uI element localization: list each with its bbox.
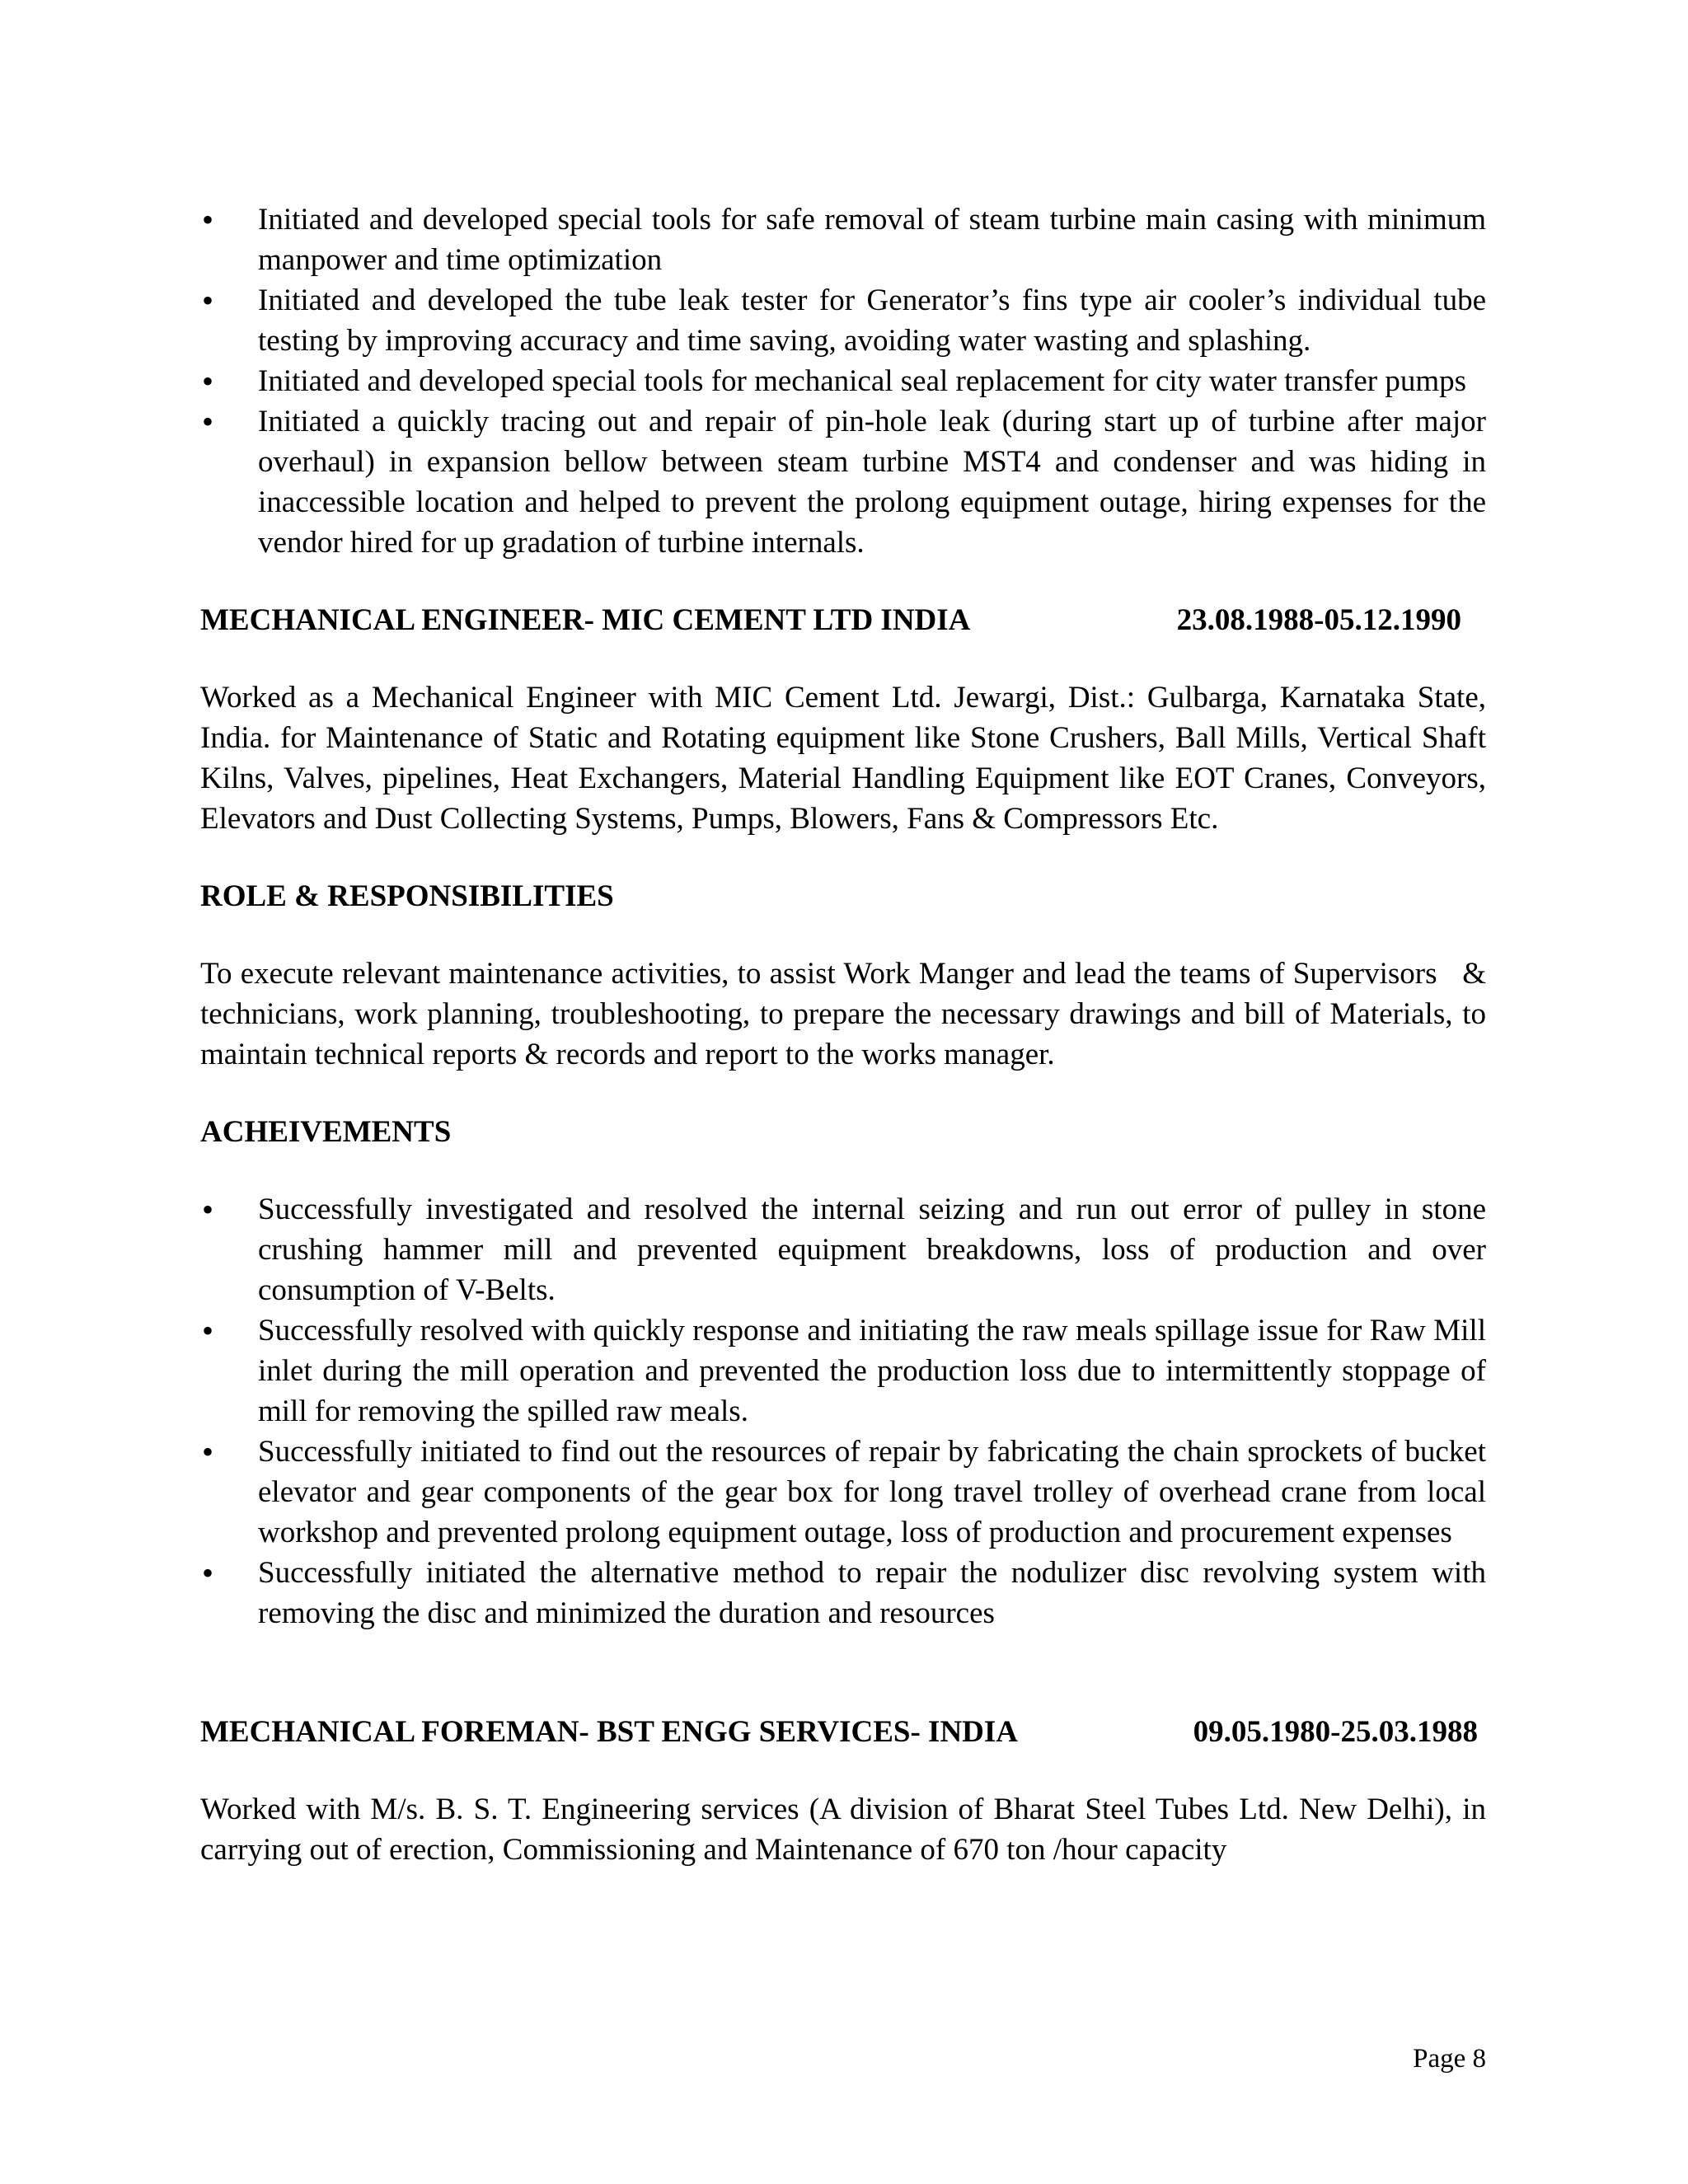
bst-job-title: MECHANICAL FOREMAN- BST ENGG SERVICES- INDIA xyxy=(200,1715,1019,1749)
list-item: • Initiated a quickly tracing out and repair of pin-hole leak (during start up of turbine after major overhaul) in expansion bellow between steam turbine MST4 and condenser and was hiding in inaccessible location and helped to prevent the prolong equipment outage, hiring expenses for the vendor hired for up gradation of turbine internals. xyxy=(200,401,1486,563)
achievements-heading-text: ACHEIVEMENTS xyxy=(200,1115,452,1149)
roles-heading-text: ROLE & RESPONSIBILITIES xyxy=(200,879,614,913)
roles-heading xyxy=(200,876,1486,916)
bst-job-dates: 09.05.1980-25.03.1988 xyxy=(1193,1715,1478,1749)
mic-job-heading xyxy=(200,600,1486,640)
page-number: Page 8 xyxy=(1413,2044,1486,2074)
mic-job-description: Worked as a Mechanical Engineer with MIC Cement Ltd. Jewargi, Dist.: Gulbarga, Karnataka State, India. for Maintenance of Static and Rotating equipment like Stone Crushers, Ball Mills, Vertical Shaft Kilns, Valves, pipelines, Heat Exchangers, Material Handling Equipment like EOT Cranes, Conveyors, Elevators and Dust Collecting Systems, Pumps, Blowers, Fans & Compressors Etc. xyxy=(200,681,1486,836)
list-item: • Successfully initiated the alternative method to repair the nodulizer disc revolving system with removing the disc and minimized the duration and resources xyxy=(200,1553,1486,1633)
list-item: • Initiated and developed the tube leak tester for Generator’s fins type air cooler’s individual tube testing by improving accuracy and time saving, avoiding water wasting and splashing. xyxy=(200,280,1486,361)
page-content xyxy=(200,199,1494,1870)
top-bullet-list xyxy=(200,199,1486,563)
achievements-heading xyxy=(200,1112,1486,1152)
mic-job-title: MECHANICAL ENGINEER- MIC CEMENT LTD INDIA xyxy=(200,603,971,637)
bst-job-heading xyxy=(200,1712,1486,1752)
list-item: • Successfully resolved with quickly response and initiating the raw meals spillage issue for Raw Mill inlet during the mill operation and prevented the production loss due to intermittently stoppage of mill for removing the spilled raw meals. xyxy=(200,1310,1486,1432)
achievements-list xyxy=(200,1189,1486,1633)
list-item: • Initiated and developed special tools for mechanical seal replacement for city water transfer pumps xyxy=(200,361,1486,401)
bst-job-description: Worked with M/s. B. S. T. Engineering services (A division of Bharat Steel Tubes Ltd. New Delhi), in carrying out of erection, Commissioning and Maintenance of 670 ton /hour capacity xyxy=(200,1793,1486,1867)
roles-text: To execute relevant maintenance activities, to assist Work Manger and lead the teams of Supervisors & technicians, work planning, troubleshooting, to prepare the necessary drawings and bill of Materials, to maintain technical reports & records and report to the works manager. xyxy=(200,957,1494,1071)
list-item: • Successfully investigated and resolved the internal seizing and run out error of pulley in stone crushing hammer mill and prevented equipment breakdowns, loss of production and over consumption of V-Belts. xyxy=(200,1189,1486,1310)
list-item: • Successfully initiated to find out the resources of repair by fabricating the chain sprockets of bucket elevator and gear components of the gear box for long travel trolley of overhead crane from local workshop and prevented prolong equipment outage, loss of production and procurement expenses xyxy=(200,1432,1486,1553)
mic-job-dates: 23.08.1988-05.12.1990 xyxy=(1176,603,1461,637)
list-item: • Initiated and developed special tools for safe removal of steam turbine main casing with minimum manpower and time optimization xyxy=(200,199,1486,280)
